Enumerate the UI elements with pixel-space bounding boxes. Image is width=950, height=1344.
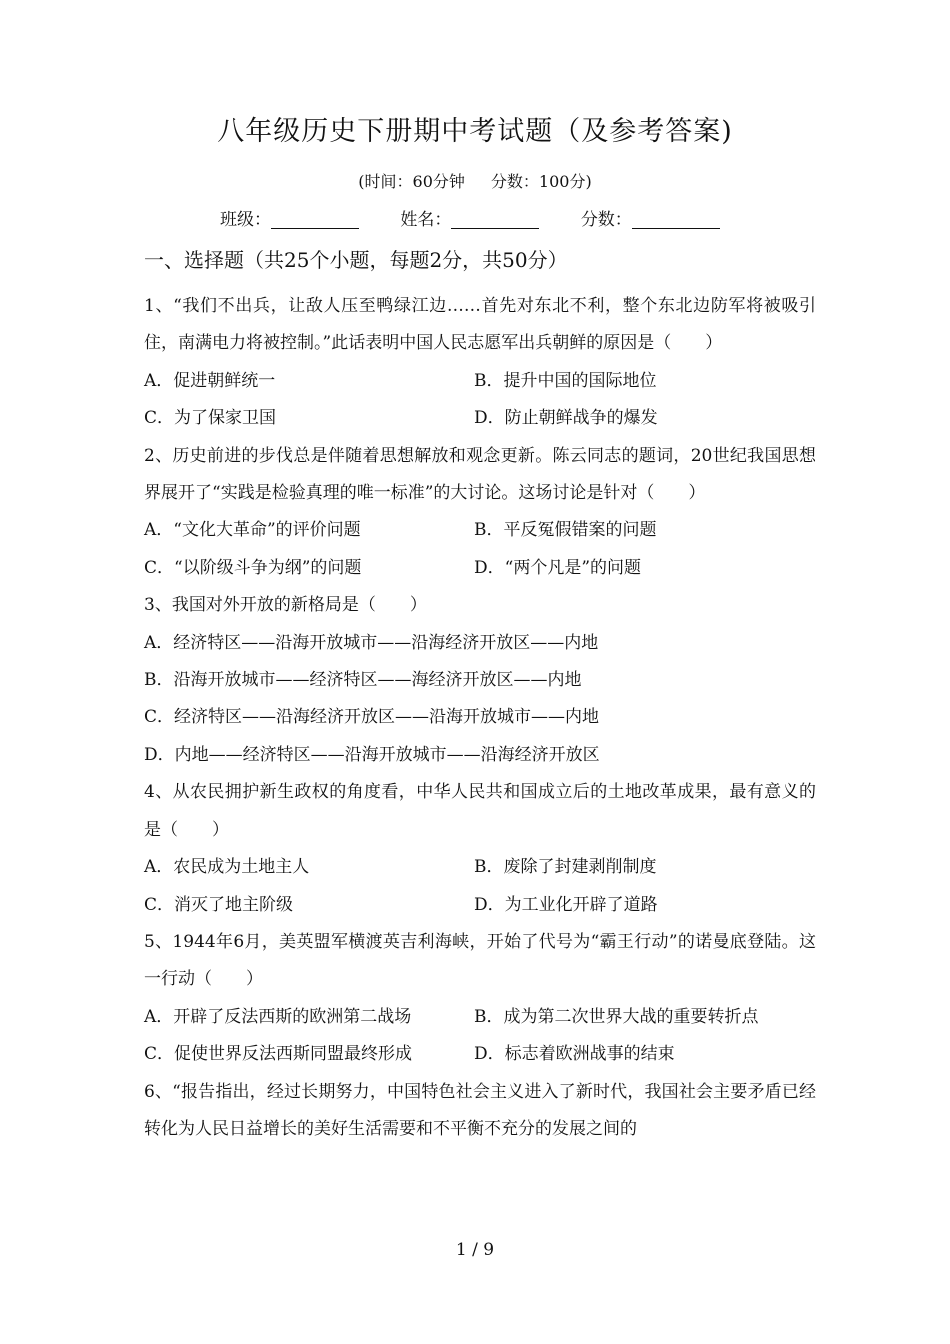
option-d: D．内地——经济特区——沿海开放城市——沿海经济开放区: [144, 744, 600, 765]
class-field: [220, 206, 359, 234]
option-b: B．废除了封建剥削制度: [474, 857, 657, 878]
option-c: C．为了保家卫国: [144, 408, 277, 429]
question-1: [144, 288, 816, 438]
option-row: [144, 512, 816, 549]
question-5: [144, 924, 816, 1074]
option-row: [144, 999, 816, 1036]
option-a: A．“文化大革命”的评价问题: [144, 520, 361, 541]
option-c: C．经济特区——沿海经济开放区——沿海开放城市——内地: [144, 707, 600, 728]
option-a: A．农民成为土地主人: [144, 857, 310, 878]
question-text: 3、我国对外开放的新格局是（ ）: [144, 595, 427, 616]
question-6: [144, 1074, 816, 1149]
option-c: C．消灭了地主阶级: [144, 894, 294, 915]
option-a: A．经济特区——沿海开放城市——沿海经济开放区——内地: [144, 632, 599, 653]
question-2: [144, 438, 816, 588]
option-row: [144, 363, 816, 400]
student-info-row: [220, 206, 720, 234]
option-row: [144, 1036, 816, 1073]
option-b: B．成为第二次世界大战的重要转折点: [474, 1006, 759, 1027]
option-b: B．沿海开放城市——经济特区——海经济开放区——内地: [144, 670, 582, 691]
class-label: 班级：: [220, 210, 271, 230]
question-text: 2、历史前进的步伐总是伴随着思想解放和观念更新。陈云同志的题词，20世纪我国思想界展开了“实践是检验真理的唯一标准”的大讨论。这场讨论是针对（ ）: [144, 445, 816, 504]
question-text: 6、“报告指出，经过长期努力，中国特色社会主义进入了新时代，我国社会主要矛盾已经转化为人民日益增长的美好生活需要和不平衡不充分的发展之间的: [144, 1081, 816, 1139]
option-d: D．标志着欧洲战事的结束: [474, 1044, 675, 1065]
option-b: B．平反冤假错案的问题: [474, 520, 657, 541]
exam-time: (时间：60分钟: [358, 172, 465, 191]
option-d: D．防止朝鲜战争的爆发: [474, 408, 658, 429]
option-a: A．开辟了反法西斯的欧洲第二战场: [144, 1006, 412, 1027]
question-text: 1、“我们不出兵，让敌人压至鸭绿江边……首先对东北不利，整个东北边防军将被吸引住，南满电力将被控制。”此话表明中国人民志愿军出兵朝鲜的原因是（ ）: [144, 296, 816, 354]
section-heading: 一、选择题（共25个小题，每题2分，共50分）: [144, 248, 568, 272]
question-text: 4、从农民拥护新生政权的角度看，中华人民共和国成立后的土地改革成果，最有意义的是（ ）: [144, 782, 816, 840]
option-c: C．“以阶级斗争为纲”的问题: [144, 557, 362, 578]
option-row: [144, 400, 816, 437]
score-field: [581, 206, 720, 234]
question-list: [144, 288, 816, 1148]
name-label: 姓名：: [400, 210, 452, 230]
class-blank: [271, 208, 359, 229]
name-blank: [451, 208, 539, 229]
question-text: 5、1944年6月，美英盟军横渡英吉利海峡，开始了代号为“霸王行动”的诺曼底登陆。这一行动（ ）: [144, 931, 816, 990]
name-field: [400, 206, 539, 234]
score-blank: [632, 208, 720, 229]
option-d: D．为工业化开辟了道路: [474, 894, 658, 915]
option-c: C．促使世界反法西斯同盟最终形成: [144, 1044, 413, 1065]
page-number: 1 / 9: [455, 1240, 495, 1260]
option-row: [144, 849, 816, 886]
exam-total-score: 分数：100分): [490, 172, 592, 191]
option-row: [144, 550, 816, 587]
document-title: 八年级历史下册期中考试题（及参考答案): [217, 116, 733, 147]
option-row: [144, 887, 816, 924]
score-label: 分数：: [580, 210, 632, 230]
exam-meta: [0, 170, 950, 194]
option-b: B．提升中国的国际地位: [474, 370, 657, 391]
question-4: [144, 774, 816, 924]
option-d: D．“两个凡是”的问题: [474, 557, 642, 578]
option-a: A．促进朝鲜统一: [144, 370, 276, 391]
question-3: [144, 587, 816, 774]
